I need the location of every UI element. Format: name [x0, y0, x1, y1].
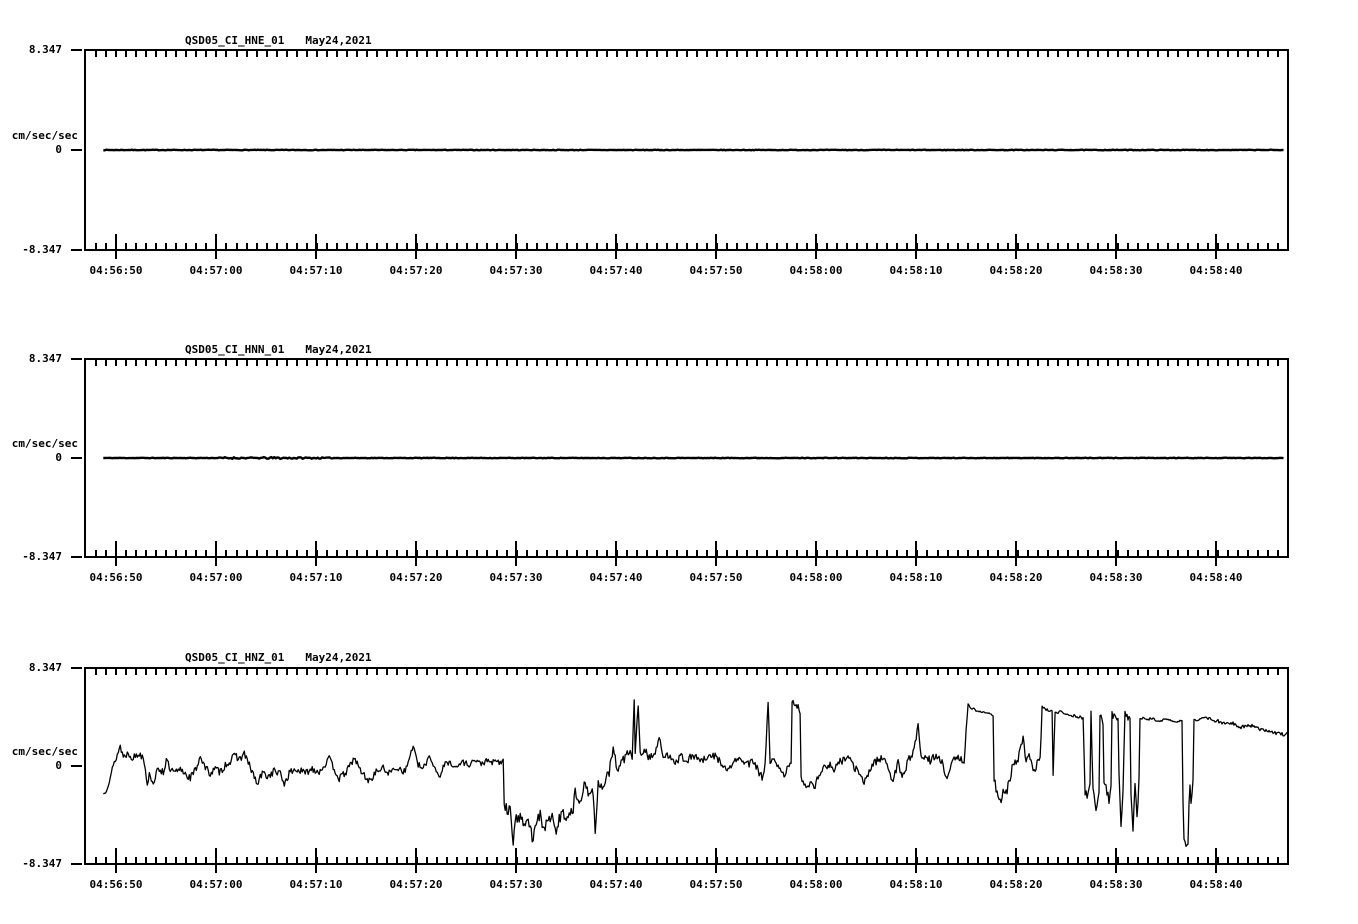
x-tick-label: 04:57:20	[389, 878, 443, 891]
ytick-max-hnn: 8.347	[28, 352, 62, 365]
record-date: May24,2021	[305, 651, 372, 664]
yaxis-unit-hnz: cm/sec/sec	[11, 745, 78, 758]
x-tick-label: 04:57:40	[589, 878, 643, 891]
x-tick-label: 04:57:20	[389, 264, 443, 277]
x-tick-label: 04:57:00	[189, 878, 243, 891]
top-axis-minor-ticks	[96, 359, 1278, 366]
x-tick-label: 04:57:10	[289, 571, 343, 584]
x-tick-label: 04:57:50	[689, 264, 743, 277]
x-tick-label: 04:58:10	[889, 878, 943, 891]
ytick-zero-hne: 0	[55, 143, 62, 156]
ytick-zero-hnn: 0	[55, 451, 62, 464]
x-tick-label: 04:56:50	[89, 264, 143, 277]
x-tick-label: 04:58:40	[1189, 571, 1243, 584]
x-tick-label: 04:58:30	[1089, 878, 1143, 891]
x-tick-label: 04:57:00	[189, 571, 243, 584]
x-tick-label: 04:57:50	[689, 571, 743, 584]
panel-title-hnn	[185, 344, 372, 356]
x-tick-label: 04:57:40	[589, 571, 643, 584]
x-tick-label: 04:57:40	[589, 264, 643, 277]
x-tick-label: 04:57:50	[689, 878, 743, 891]
x-tick-label: 04:58:10	[889, 571, 943, 584]
x-tick-label: 04:58:00	[789, 264, 843, 277]
channel-id: QSD05_CI_HNE_01	[185, 34, 285, 47]
channel-id: QSD05_CI_HNN_01	[185, 343, 285, 356]
record-date: May24,2021	[305, 34, 372, 47]
bottom-axis-minor-ticks	[96, 243, 1278, 250]
panel-title-hne	[185, 35, 372, 47]
top-axis-minor-ticks	[96, 668, 1278, 675]
x-tick-label: 04:58:30	[1089, 264, 1143, 277]
x-tick-label: 04:58:00	[789, 878, 843, 891]
ytick-min-hnz: -8.347	[22, 857, 62, 870]
record-date: May24,2021	[305, 343, 372, 356]
x-tick-label: 04:57:10	[289, 264, 343, 277]
x-tick-label: 04:58:20	[989, 571, 1043, 584]
x-tick-label: 04:58:20	[989, 878, 1043, 891]
channel-id: QSD05_CI_HNZ_01	[185, 651, 285, 664]
bottom-axis-minor-ticks	[96, 550, 1278, 557]
ytick-min-hnn: -8.347	[22, 550, 62, 563]
top-axis-minor-ticks	[96, 50, 1278, 57]
x-tick-label: 04:57:10	[289, 878, 343, 891]
waveform-trace-3	[103, 700, 1288, 847]
x-tick-label: 04:57:30	[489, 264, 543, 277]
yaxis-unit-hnn: cm/sec/sec	[11, 437, 78, 450]
waveform-trace-1	[103, 150, 1283, 151]
waveform-trace-2	[103, 457, 1283, 459]
x-tick-label: 04:58:10	[889, 264, 943, 277]
x-tick-label: 04:58:40	[1189, 878, 1243, 891]
panel-title-hnz	[185, 652, 372, 664]
yaxis-unit-hne: cm/sec/sec	[11, 129, 78, 142]
x-tick-label: 04:58:20	[989, 264, 1043, 277]
bottom-axis-minor-ticks	[96, 857, 1278, 864]
ytick-zero-hnz: 0	[55, 759, 62, 772]
x-tick-label: 04:57:30	[489, 878, 543, 891]
ytick-max-hnz: 8.347	[28, 661, 62, 674]
x-tick-label: 04:56:50	[89, 571, 143, 584]
x-tick-label: 04:58:30	[1089, 571, 1143, 584]
x-tick-label: 04:57:20	[389, 571, 443, 584]
x-tick-label: 04:57:30	[489, 571, 543, 584]
ytick-min-hne: -8.347	[22, 243, 62, 256]
x-tick-label: 04:56:50	[89, 878, 143, 891]
x-tick-label: 04:57:00	[189, 264, 243, 277]
plot-frame	[85, 668, 1288, 864]
x-tick-label: 04:58:00	[789, 571, 843, 584]
x-tick-label: 04:58:40	[1189, 264, 1243, 277]
ytick-max-hne: 8.347	[28, 43, 62, 56]
